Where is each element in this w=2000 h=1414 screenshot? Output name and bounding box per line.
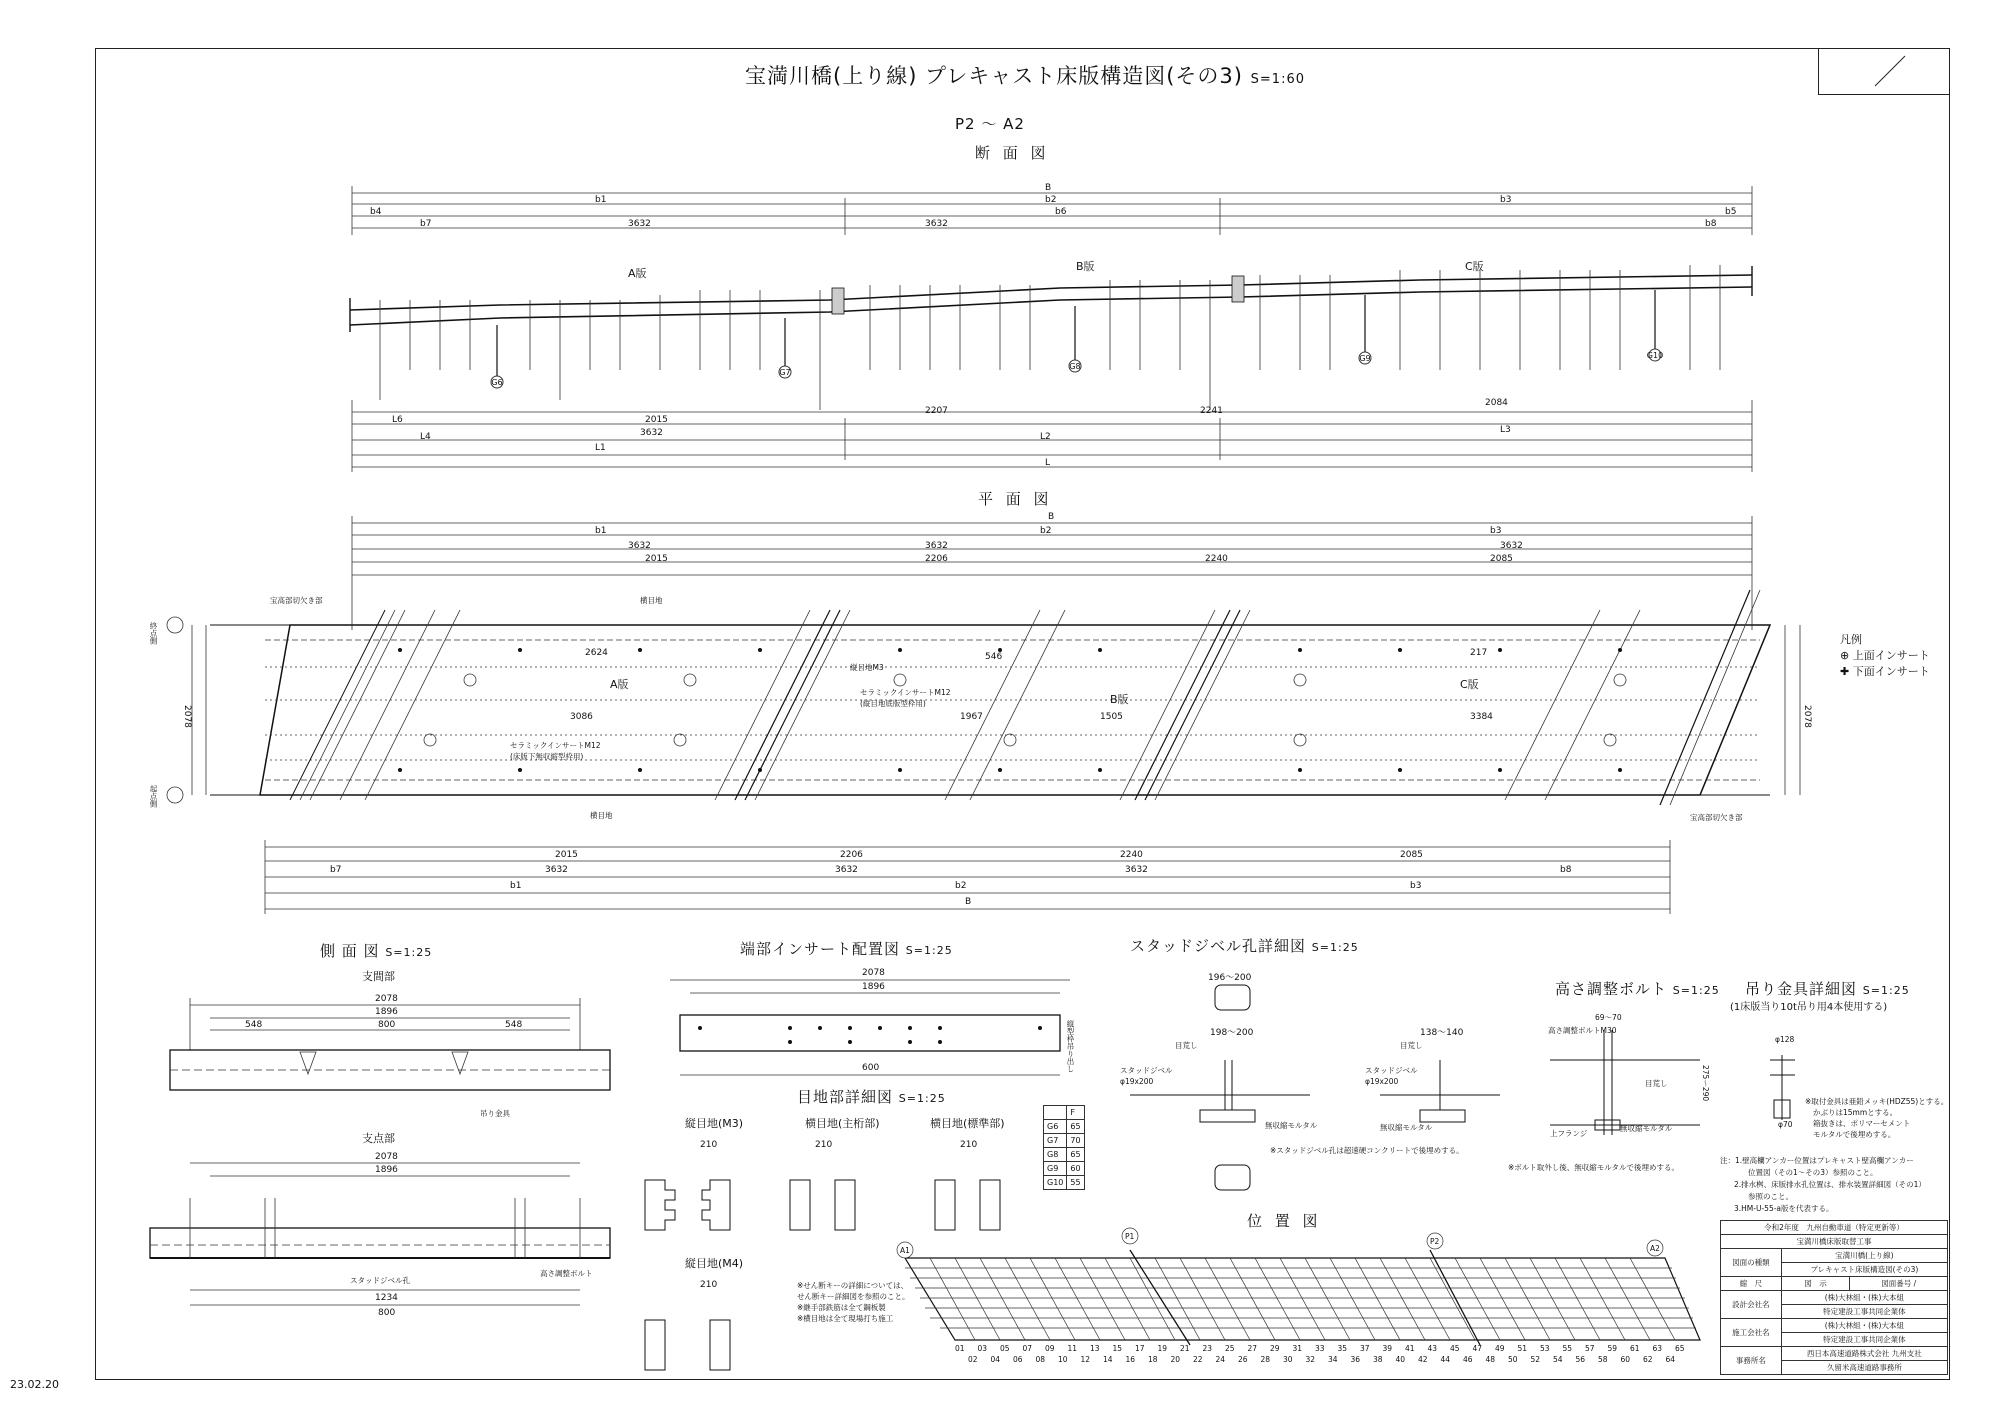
section-panel-A: A版 bbox=[628, 267, 647, 280]
section-dim-b7: b7 bbox=[420, 219, 432, 229]
plan-bottom-b8: b8 bbox=[1560, 865, 1572, 875]
f-table-cell: 60 bbox=[1067, 1162, 1084, 1176]
bolt-label-mortar: 無収縮モルタル bbox=[1620, 1124, 1673, 1133]
table-row bbox=[1044, 1134, 1085, 1148]
panel-number: 48 bbox=[1485, 1355, 1496, 1364]
panel-number: 13 bbox=[1090, 1344, 1100, 1353]
plan-top-2015: 2015 bbox=[645, 554, 668, 564]
stud-dim-mid: 198～200 bbox=[1210, 1028, 1254, 1038]
title-block-const-1: (株)大林組・(株)大本組 bbox=[1781, 1319, 1947, 1333]
lift-dim-70: φ70 bbox=[1778, 1120, 1793, 1129]
table-row bbox=[1044, 1120, 1085, 1134]
section-bottom-2015: 2015 bbox=[645, 415, 668, 425]
lift-note-2: かぶりは15mmとする。 bbox=[1813, 1108, 1898, 1117]
stud-detail-heading-text: スタッドジベル孔詳細図 bbox=[1130, 937, 1307, 955]
svg-text:G8: G8 bbox=[1069, 362, 1081, 371]
bolt-label-69: 69～70 bbox=[1595, 1013, 1622, 1022]
legend-title: 凡例 bbox=[1840, 633, 1862, 646]
side-label-bolt: 高さ調整ボルト bbox=[540, 1269, 593, 1278]
general-notes bbox=[1720, 1155, 1926, 1215]
plan-label-ceramic-1-sub: (縦目地底版型枠用) bbox=[860, 699, 926, 708]
plan-bottom-2085: 2085 bbox=[1400, 850, 1423, 860]
side-label-lift: 吊り金具 bbox=[480, 1109, 510, 1118]
title-block-number bbox=[1850, 1277, 1948, 1291]
plan-bottom-B: B bbox=[965, 897, 972, 907]
panel-number: 34 bbox=[1328, 1355, 1338, 1364]
panel-number: 59 bbox=[1607, 1344, 1618, 1353]
panel-number: 37 bbox=[1360, 1344, 1370, 1353]
panel-number: 56 bbox=[1575, 1355, 1586, 1364]
plan-bottom-3632-b: 3632 bbox=[835, 865, 858, 875]
joint-m3-dim: 210 bbox=[700, 1140, 718, 1150]
panel-number: 58 bbox=[1598, 1355, 1608, 1364]
panel-number: 38 bbox=[1373, 1355, 1383, 1364]
title-block-design-2: 特定建設工事共同企業体 bbox=[1781, 1305, 1947, 1319]
panel-number: 42 bbox=[1418, 1355, 1428, 1364]
plan-top-b1: b1 bbox=[595, 526, 607, 536]
side-view-sub-span: 支間部 bbox=[362, 970, 395, 983]
section-dim-b2: b2 bbox=[1045, 195, 1057, 205]
plan-bottom-3632-c: 3632 bbox=[1125, 865, 1148, 875]
stud-note: ※スタッドジベル孔は超速硬コンクリートで後埋めする。 bbox=[1270, 1146, 1464, 1155]
plan-inner-1647: 1505 bbox=[1100, 712, 1123, 722]
general-note-4: 参照のこと。 bbox=[1748, 1192, 1793, 1201]
svg-text:G7: G7 bbox=[779, 368, 791, 377]
title-block-office-2: 久留米高速道路事務所 bbox=[1781, 1361, 1947, 1375]
bolt-note: ※ボルト取外し後、無収縮モルタルで後埋めする。 bbox=[1508, 1163, 1679, 1172]
plan-top-3632-c: 3632 bbox=[1500, 541, 1523, 551]
panel-number: 06 bbox=[1013, 1355, 1023, 1364]
f-table-cell: 55 bbox=[1067, 1176, 1084, 1190]
f-table-cell: G8 bbox=[1044, 1148, 1067, 1162]
location-marker-P2: P2 bbox=[1430, 1237, 1440, 1246]
title-block-office-label: 事務所名 bbox=[1721, 1347, 1782, 1375]
panel-number: 35 bbox=[1337, 1344, 1348, 1353]
f-table-cell: G9 bbox=[1044, 1162, 1067, 1176]
plan-inner-3086: 3086 bbox=[570, 712, 593, 722]
panel-number: 32 bbox=[1305, 1355, 1316, 1364]
plan-bottom-b1: b1 bbox=[510, 881, 522, 891]
drawing-title bbox=[745, 60, 1305, 90]
section-dim-b4: b4 bbox=[370, 207, 382, 217]
legend-item-top-insert-label: 上面インサート bbox=[1852, 649, 1930, 662]
lift-detail-scale: S=1:25 bbox=[1862, 984, 1910, 997]
panel-number: 57 bbox=[1585, 1344, 1595, 1353]
panel-number: 12 bbox=[1080, 1355, 1091, 1364]
plan-view-heading: 平 面 図 bbox=[978, 490, 1053, 508]
panel-number: 30 bbox=[1283, 1355, 1293, 1364]
f-table-cell: 70 bbox=[1067, 1134, 1084, 1148]
panel-number: 60 bbox=[1620, 1355, 1631, 1364]
stud-label-mortar-1: 無収縮モルタル bbox=[1265, 1121, 1318, 1130]
plan-bottom-b2: b2 bbox=[955, 881, 967, 891]
stud-label-dia-1: φ19x200 bbox=[1120, 1077, 1154, 1086]
joint-m4-dim: 210 bbox=[700, 1280, 718, 1290]
side-dim2-1234: 1234 bbox=[375, 1293, 398, 1303]
end-insert-note: 縦型枠吊り出し bbox=[1066, 1020, 1075, 1073]
joint-main-label: 横目地(主桁部) bbox=[805, 1117, 880, 1130]
end-insert-dim-1896: 1896 bbox=[862, 982, 885, 992]
plan-panel-B: B版 bbox=[1110, 693, 1129, 706]
panel-number: 31 bbox=[1292, 1344, 1303, 1353]
stud-detail-heading bbox=[1130, 935, 1359, 956]
section-view-heading: 断 面 図 bbox=[975, 144, 1050, 162]
plan-label-ceramic-2: セラミックインサートM12 bbox=[510, 741, 601, 750]
side-dim-548-a: 548 bbox=[245, 1020, 263, 1030]
section-dim-b1: b1 bbox=[595, 195, 607, 205]
legend bbox=[1840, 632, 1930, 680]
plan-label-start-side: 起点側 bbox=[149, 785, 158, 808]
side-view-sub-support: 支点部 bbox=[362, 1132, 395, 1145]
panel-number: 55 bbox=[1562, 1344, 1573, 1353]
title-block-const-label: 施工会社名 bbox=[1721, 1319, 1782, 1347]
title-block-project-2: 宝満川橋床版取替工事 bbox=[1721, 1235, 1948, 1249]
plan-top-2206: 2206 bbox=[925, 554, 948, 564]
title-block-number-value: / bbox=[1913, 1279, 1917, 1288]
lift-note-1: ※取付金具は亜鉛メッキ(HDZ55)とする。 bbox=[1805, 1097, 1949, 1106]
joint-note-2: せん断キー詳細図を参照のこと。 bbox=[797, 1292, 910, 1301]
section-dim-b8: b8 bbox=[1705, 219, 1717, 229]
bolt-label-flange: 上フランジ bbox=[1550, 1129, 1588, 1138]
section-dim-b3: b3 bbox=[1500, 195, 1512, 205]
side-dim-548-b: 548 bbox=[505, 1020, 523, 1030]
table-row bbox=[1044, 1162, 1085, 1176]
location-marker-A1: A1 bbox=[900, 1246, 910, 1255]
panel-number: 05 bbox=[1000, 1344, 1010, 1353]
panel-number: 23 bbox=[1202, 1344, 1213, 1353]
height-bolt-heading-text: 高さ調整ボルト bbox=[1555, 980, 1668, 998]
panel-number: 09 bbox=[1045, 1344, 1055, 1353]
plan-top-b2: b2 bbox=[1040, 526, 1052, 536]
plan-top-3632-b: 3632 bbox=[925, 541, 948, 551]
panel-number: 14 bbox=[1103, 1355, 1113, 1364]
joint-main-dim: 210 bbox=[815, 1140, 833, 1150]
span-label: P2 ～ A2 bbox=[955, 115, 1025, 133]
plan-top-b3: b3 bbox=[1490, 526, 1502, 536]
stud-label-rough-2: 目荒し bbox=[1400, 1041, 1423, 1050]
bolt-label-m30: 高さ調整ボルトM30 bbox=[1548, 1026, 1617, 1035]
panel-number: 43 bbox=[1427, 1344, 1438, 1353]
stud-label-dia-2: φ19x200 bbox=[1365, 1077, 1399, 1086]
lift-notes bbox=[1805, 1096, 1948, 1140]
joint-note-1: ※せん断キーの詳細については、 bbox=[797, 1281, 909, 1290]
stud-dim-top: 196～200 bbox=[1208, 973, 1252, 983]
joint-notes bbox=[797, 1280, 910, 1324]
end-insert-heading bbox=[740, 938, 953, 959]
plan-inner-1967: 546 bbox=[985, 652, 1003, 662]
title-block-project-1: 令和2年度 九州自動車道（特定更新等） bbox=[1721, 1221, 1948, 1235]
title-block-number-label: 図面番号 bbox=[1881, 1279, 1912, 1288]
location-map-heading: 位 置 図 bbox=[1247, 1212, 1322, 1230]
panel-number: 61 bbox=[1630, 1344, 1640, 1353]
plan-bottom-3632-a: 3632 bbox=[545, 865, 568, 875]
panel-number: 36 bbox=[1350, 1355, 1361, 1364]
legend-item-bottom-insert bbox=[1840, 664, 1930, 680]
stud-label-stud-1: スタッドジベル bbox=[1120, 1066, 1173, 1075]
svg-text:G6: G6 bbox=[491, 378, 503, 387]
height-bolt-scale: S=1:25 bbox=[1672, 984, 1720, 997]
side-label-stud: スタッドジベル孔 bbox=[350, 1276, 410, 1285]
plan-top-B: B bbox=[1048, 512, 1055, 522]
title-block-drawing-name-2: プレキャスト床版構造図(その3) bbox=[1781, 1263, 1947, 1277]
title-block-design-1: (株)大林組・(株)大本組 bbox=[1781, 1291, 1947, 1305]
panel-number: 03 bbox=[977, 1344, 988, 1353]
panel-number: 20 bbox=[1170, 1355, 1181, 1364]
svg-text:G10: G10 bbox=[1646, 351, 1664, 360]
panel-number: 25 bbox=[1225, 1344, 1235, 1353]
panel-number: 53 bbox=[1540, 1344, 1550, 1353]
plan-panel-C: C版 bbox=[1460, 678, 1479, 691]
joint-note-4: ※横目地は全て現場打ち施工 bbox=[797, 1314, 894, 1323]
section-bottom-3632: 3632 bbox=[640, 428, 663, 438]
plan-bottom-2206: 2206 bbox=[840, 850, 863, 860]
panel-number: 01 bbox=[955, 1344, 965, 1353]
joint-detail-scale: S=1:25 bbox=[898, 1092, 946, 1105]
f-value-table bbox=[1043, 1105, 1085, 1190]
title-block-scale-label: 縮 尺 bbox=[1721, 1277, 1782, 1291]
legend-item-bottom-insert-label: 下面インサート bbox=[1852, 665, 1930, 678]
plan-top-2085: 2085 bbox=[1490, 554, 1513, 564]
panel-number: 49 bbox=[1495, 1344, 1505, 1353]
panel-number: 27 bbox=[1247, 1344, 1258, 1353]
panel-number: 04 bbox=[990, 1355, 1001, 1364]
general-note-5: 3.HM-U-55-a版を代表する。 bbox=[1734, 1204, 1834, 1213]
f-table-cell: G10 bbox=[1044, 1176, 1067, 1190]
panel-number: 16 bbox=[1125, 1355, 1136, 1364]
plan-inner-1505: 1967 bbox=[960, 712, 983, 722]
plan-bottom-b7: b7 bbox=[330, 865, 342, 875]
plan-bottom-2015: 2015 bbox=[555, 850, 578, 860]
bolt-label-rough: 目荒し bbox=[1645, 1079, 1668, 1088]
panel-number: 62 bbox=[1643, 1355, 1653, 1364]
panel-number: 64 bbox=[1665, 1355, 1676, 1364]
section-bottom-2207: 2207 bbox=[925, 406, 948, 416]
general-note-2: 位置図（その1～その3）参照のこと。 bbox=[1748, 1168, 1878, 1177]
section-dim-b6: b6 bbox=[1055, 207, 1067, 217]
panel-number: 26 bbox=[1238, 1355, 1248, 1364]
panel-number: 10 bbox=[1058, 1355, 1068, 1364]
stud-detail-scale: S=1:25 bbox=[1311, 941, 1359, 954]
joint-m3-label: 縦目地(M3) bbox=[685, 1117, 744, 1130]
lift-detail-heading bbox=[1745, 978, 1910, 999]
section-panel-C: C版 bbox=[1465, 260, 1484, 273]
side-dim2-800: 800 bbox=[378, 1308, 396, 1318]
stud-label-mortar-2: 無収縮モルタル bbox=[1380, 1123, 1433, 1132]
panel-number: 15 bbox=[1112, 1344, 1123, 1353]
plan-label-end-side: 終点側 bbox=[149, 622, 158, 645]
title-block-office-1: 西日本高速道路株式会社 九州支社 bbox=[1781, 1347, 1947, 1361]
panel-number: 29 bbox=[1270, 1344, 1280, 1353]
section-bottom-L4: L4 bbox=[420, 432, 431, 442]
lift-detail-sub: (1床版当り10t吊り用4本使用する) bbox=[1730, 1002, 1888, 1013]
joint-detail-heading-text: 目地部詳細図 bbox=[797, 1088, 894, 1106]
panel-number: 24 bbox=[1215, 1355, 1226, 1364]
section-bottom-L2: L2 bbox=[1040, 432, 1051, 442]
panel-number: 33 bbox=[1315, 1344, 1325, 1353]
section-bottom-L3: L3 bbox=[1500, 425, 1511, 435]
section-bottom-2241: 2241 bbox=[1200, 406, 1223, 416]
side-view-heading-text: 側 面 図 bbox=[320, 942, 380, 960]
panel-number: 45 bbox=[1450, 1344, 1460, 1353]
panel-number: 21 bbox=[1180, 1344, 1190, 1353]
plan-label-notch-1: 宝高部切欠き部 bbox=[270, 596, 323, 605]
f-table-header-f: F bbox=[1067, 1106, 1084, 1120]
plan-inner-3386: 3384 bbox=[1470, 712, 1493, 722]
bottom-insert-icon: ✚ bbox=[1840, 665, 1850, 678]
drawing-title-scale: S=1:60 bbox=[1250, 72, 1305, 87]
section-bottom-L6: L6 bbox=[392, 415, 403, 425]
joint-detail-heading bbox=[797, 1086, 946, 1107]
stud-label-stud-2: スタッドジベル bbox=[1365, 1066, 1418, 1075]
plan-label-notch-2: 宝高部切欠き部 bbox=[1690, 813, 1743, 822]
panel-number: 65 bbox=[1675, 1344, 1685, 1353]
plan-top-3632-a: 3632 bbox=[628, 541, 651, 551]
location-marker-P1: P1 bbox=[1125, 1232, 1135, 1241]
top-insert-icon: ⊕ bbox=[1840, 649, 1850, 662]
legend-item-top-insert bbox=[1840, 648, 1930, 664]
section-bottom-L: L bbox=[1045, 458, 1051, 468]
title-block-drawing-label: 図面の種類 bbox=[1721, 1249, 1782, 1277]
location-marker-A2: A2 bbox=[1650, 1244, 1660, 1253]
title-block-sheet-label: 図 示 bbox=[1781, 1277, 1850, 1291]
plan-top-2240: 2240 bbox=[1205, 554, 1228, 564]
title-block bbox=[1720, 1220, 1948, 1375]
section-dim-3632-b: 3632 bbox=[925, 219, 948, 229]
joint-note-3: ※継手部鉄筋は全て鋼板製 bbox=[797, 1303, 886, 1312]
panel-number: 19 bbox=[1157, 1344, 1168, 1353]
height-bolt-heading bbox=[1555, 978, 1720, 999]
panel-number: 52 bbox=[1530, 1355, 1541, 1364]
panel-number: 11 bbox=[1067, 1344, 1078, 1353]
panel-number: 08 bbox=[1035, 1355, 1046, 1364]
plan-label-longitudinal-m3: 縦目地M3 bbox=[850, 663, 884, 672]
plan-label-transverse-joint-2: 横目地 bbox=[590, 811, 613, 820]
title-block-drawing-name-1: 宝満川橋(上り線) bbox=[1781, 1249, 1947, 1263]
f-table-cell: G7 bbox=[1044, 1134, 1067, 1148]
side-view-scale: S=1:25 bbox=[385, 946, 433, 959]
plan-side-2078-left: 2078 bbox=[182, 705, 192, 728]
drawing-title-main: 宝満川橋(上り線) プレキャスト床版構造図(その3) bbox=[745, 64, 1243, 88]
panel-number: 02 bbox=[968, 1355, 978, 1364]
f-table-cell: 65 bbox=[1067, 1148, 1084, 1162]
panel-number: 50 bbox=[1508, 1355, 1518, 1364]
section-dim-B: B bbox=[1045, 183, 1052, 193]
general-note-3: 2.排水桝、床版排水孔位置は、排水装置詳細図（その1） bbox=[1734, 1180, 1926, 1189]
side-dim-800: 800 bbox=[378, 1020, 396, 1030]
side-dim-1896: 1896 bbox=[375, 1007, 398, 1017]
panel-number: 63 bbox=[1652, 1344, 1663, 1353]
lift-note-3: 箱抜きは、ポリマーセメント bbox=[1813, 1119, 1911, 1128]
section-bottom-2084: 2084 bbox=[1485, 398, 1508, 408]
section-panel-B: B版 bbox=[1076, 260, 1095, 273]
panel-number: 28 bbox=[1260, 1355, 1271, 1364]
panel-number: 46 bbox=[1463, 1355, 1473, 1364]
plan-label-transverse-joint-1: 横目地 bbox=[640, 596, 663, 605]
table-row bbox=[1044, 1148, 1085, 1162]
end-insert-scale: S=1:25 bbox=[905, 944, 953, 957]
f-table-cell: G6 bbox=[1044, 1120, 1067, 1134]
section-dim-b5: b5 bbox=[1725, 207, 1737, 217]
side-dim2-2078: 2078 bbox=[375, 1152, 398, 1162]
lift-detail-heading-text: 吊り金具詳細図 bbox=[1745, 980, 1858, 998]
end-insert-heading-text: 端部インサート配置図 bbox=[740, 940, 901, 958]
general-note-1: 注：1.壁高欄アンカー位置はプレキャスト壁高欄アンカー bbox=[1720, 1156, 1914, 1165]
title-block-const-2: 特定建設工事共同企業体 bbox=[1781, 1333, 1947, 1347]
plan-inner-3384: 217 bbox=[1470, 648, 1488, 658]
panel-number: 54 bbox=[1553, 1355, 1563, 1364]
section-dim-3632-a: 3632 bbox=[628, 219, 651, 229]
plan-side-2078-right: 2078 bbox=[1802, 705, 1812, 728]
panel-number: 41 bbox=[1405, 1344, 1415, 1353]
date-stamp: 23.02.20 bbox=[10, 1378, 59, 1391]
side-dim2-1896: 1896 bbox=[375, 1165, 398, 1175]
plan-inner-2624: 2624 bbox=[585, 648, 608, 658]
side-dim-2078: 2078 bbox=[375, 994, 398, 1004]
plan-panel-A: A版 bbox=[610, 678, 629, 691]
panel-number: 07 bbox=[1022, 1344, 1033, 1353]
panel-number: 44 bbox=[1440, 1355, 1451, 1364]
panel-number: 51 bbox=[1517, 1344, 1528, 1353]
joint-m4-label: 縦目地(M4) bbox=[685, 1257, 744, 1270]
plan-bottom-b3: b3 bbox=[1410, 881, 1422, 891]
end-insert-dim-2078: 2078 bbox=[862, 968, 885, 978]
panel-number: 17 bbox=[1135, 1344, 1145, 1353]
title-block-design-label: 設計会社名 bbox=[1721, 1291, 1782, 1319]
stud-dim-right: 138～140 bbox=[1420, 1028, 1464, 1038]
f-table-header-blank bbox=[1044, 1106, 1067, 1120]
section-bottom-L1: L1 bbox=[595, 443, 606, 453]
bolt-label-275: 275～290 bbox=[1701, 1065, 1710, 1102]
joint-std-label: 横目地(標準部) bbox=[930, 1117, 1005, 1130]
joint-std-dim: 210 bbox=[960, 1140, 978, 1150]
plan-bottom-2240: 2240 bbox=[1120, 850, 1143, 860]
plan-label-ceramic-1: セラミックインサートM12 bbox=[860, 688, 951, 697]
svg-text:G9: G9 bbox=[1359, 354, 1371, 363]
f-table-cell: 65 bbox=[1067, 1120, 1084, 1134]
plan-label-ceramic-2-sub: (床版下無収縮型枠用) bbox=[510, 752, 584, 761]
panel-number: 39 bbox=[1382, 1344, 1393, 1353]
panel-number: 47 bbox=[1472, 1344, 1483, 1353]
table-row bbox=[1044, 1176, 1085, 1190]
panel-number: 22 bbox=[1193, 1355, 1203, 1364]
side-view-heading bbox=[320, 940, 432, 961]
lift-dim-128: φ128 bbox=[1775, 1035, 1795, 1044]
lift-note-4: モルタルで後埋めする。 bbox=[1813, 1130, 1896, 1139]
panel-number: 40 bbox=[1395, 1355, 1406, 1364]
end-insert-dim-600: 600 bbox=[862, 1063, 880, 1073]
stud-label-rough-1: 目荒し bbox=[1175, 1041, 1198, 1050]
panel-number: 18 bbox=[1148, 1355, 1158, 1364]
